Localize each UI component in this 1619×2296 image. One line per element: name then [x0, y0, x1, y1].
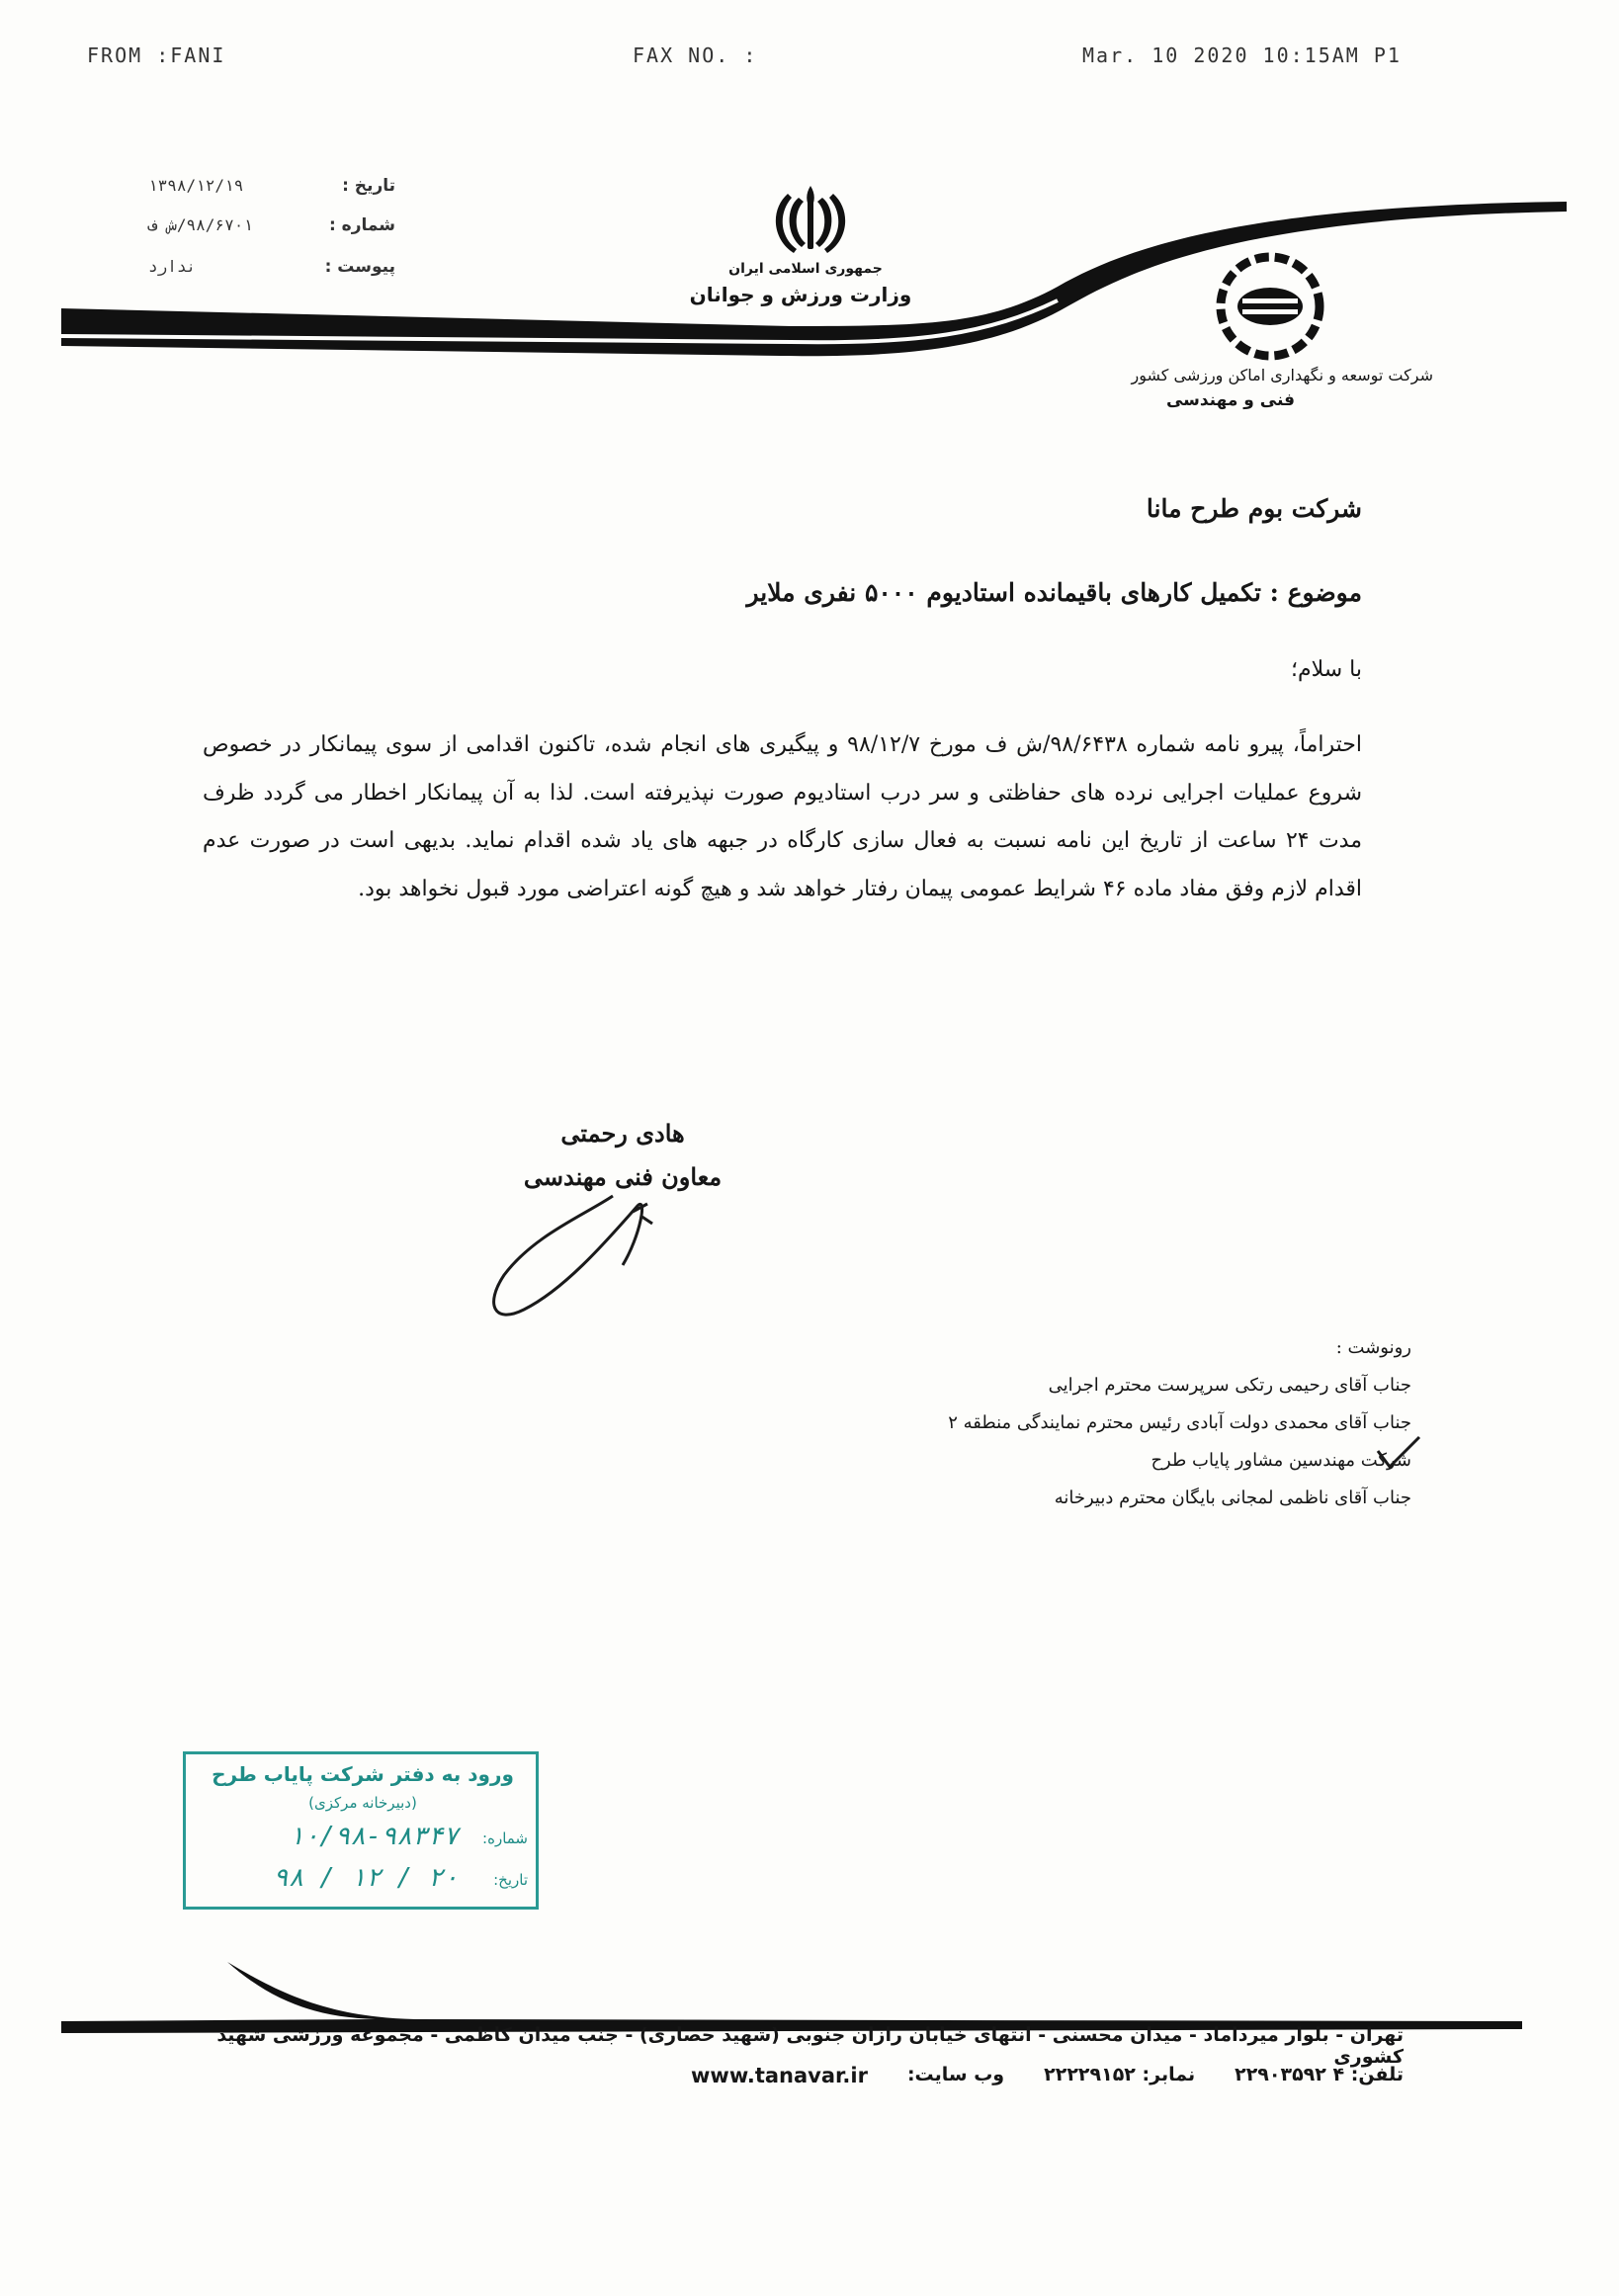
department-name: فنی و مهندسی: [1165, 390, 1296, 410]
meta-date-label: تاریخ :: [342, 176, 395, 196]
copy-item: شرکت مهندسین مشاور پایاب طرح: [1150, 1450, 1411, 1471]
handwritten-signature: [465, 1176, 672, 1334]
copy-item: جناب آقای محمدی دولت آبادی رئیس محترم نمایندگی منطقه ۲: [948, 1412, 1411, 1433]
meta-date-value: ۱۳۹۸/۱۲/۱۹: [148, 176, 244, 195]
stamp-date-value: ۹۸ / ۱۲ / ۲۰: [273, 1863, 459, 1893]
signatory-title: معاون فنی مهندسی: [523, 1162, 723, 1191]
recipient: شرکت بوم طرح مانا: [1146, 494, 1362, 523]
footer-website-label: وب سایت:: [906, 2064, 1005, 2085]
subject: موضوع : تکمیل کارهای باقیمانده استادیوم ۵۰۰۰ نفری ملایر: [746, 578, 1362, 607]
copy-item: جناب آقای ناظمی لمجانی بایگان محترم دبیرخانه: [1054, 1488, 1411, 1508]
stamp-date-row: [192, 1863, 528, 1899]
reception-stamp: [183, 1751, 539, 1910]
stamp-subtitle: (دبیرخانه مرکزی): [308, 1794, 417, 1812]
greeting: با سلام؛: [1291, 657, 1362, 682]
meta-attachment-value: ندارد: [148, 257, 197, 276]
letter-body: احتراماً، پیرو نامه شماره ۹۸/۶۴۳۸/ش ف مورخ ۹۸/۱۲/۷ و پیگیری های انجام شده، تاکنون اقدامی از سوی پیمانکار در خصوص شروع عملیات اجرایی نرده های حفاظتی و سر درب استادیوم صورت نپذیرفته است. لذا به آن پیمانکار اخطار می گردد ظرف مدت ۲۴ ساعت از تاریخ این نامه نسبت به فعال سازی کارگاه در جبهه های یاد شده اقدام نماید. بدیهی است در صورت عدم اقدام لازم وفق مفاد ماده ۴۶ شرایط عمومی پیمان رفتار خواهد شد و هیچ گونه اعتراضی مورد قبول نخواهد بود.: [203, 732, 1362, 901]
stamp-date-label: تاریخ:: [493, 1871, 528, 1889]
company-name: شرکت توسعه و نگهداری اماکن ورزشی کشور: [1131, 366, 1433, 384]
signatory-name: هادی رحمتی: [560, 1119, 685, 1148]
footer-phone: تلفن: ۴ ۲۲۹۰۳۵۹۲: [1235, 2064, 1404, 2085]
footer-fax: نمابر: ۲۲۲۲۹۱۵۲: [1044, 2064, 1196, 2085]
company-logo-icon: [1201, 252, 1339, 361]
meta-number-label: شماره :: [328, 215, 395, 235]
stamp-number-label: شماره:: [482, 1829, 528, 1847]
footer-contact: [435, 2064, 1404, 2087]
checkmark-icon: [1374, 1433, 1423, 1473]
fax-datetime: Mar. 10 2020 10:15AM P1: [1082, 43, 1402, 67]
footer-address: تهران - بلوار میرداماد - میدان محسنی - انتهای خیابان رازان جنوبی (شهید حصاری) - جنب میدان کاظمی - مجموعه ورزشی شهید کشوری: [216, 2024, 1404, 2068]
fax-number: FAX NO. :: [633, 43, 758, 67]
fax-from: FROM :FANI: [87, 43, 226, 67]
meta-number-value: ۹۸/۶۷۰۱/ش ف: [148, 215, 253, 234]
copies-list: [720, 1329, 1411, 1517]
copy-item: جناب آقای رحیمی رتکی سرپرست محترم اجرایی: [1048, 1375, 1411, 1396]
stamp-number-value: ۱۰/۹۸-۹۸۳۴۷: [288, 1822, 459, 1851]
ministry-name: وزارت ورزش و جوانان: [689, 283, 912, 306]
country-name: جمهوری اسلامی ایران: [728, 261, 883, 277]
stamp-title: ورود به دفتر شرکت پایاب طرح: [212, 1762, 514, 1786]
copies-heading: رونوشت :: [1335, 1337, 1411, 1358]
footer-website[interactable]: www.tanavar.ir: [691, 2064, 868, 2087]
stamp-number-row: [192, 1822, 528, 1857]
header-swoosh: [0, 198, 1619, 366]
meta-attachment-label: پیوست :: [324, 257, 395, 277]
